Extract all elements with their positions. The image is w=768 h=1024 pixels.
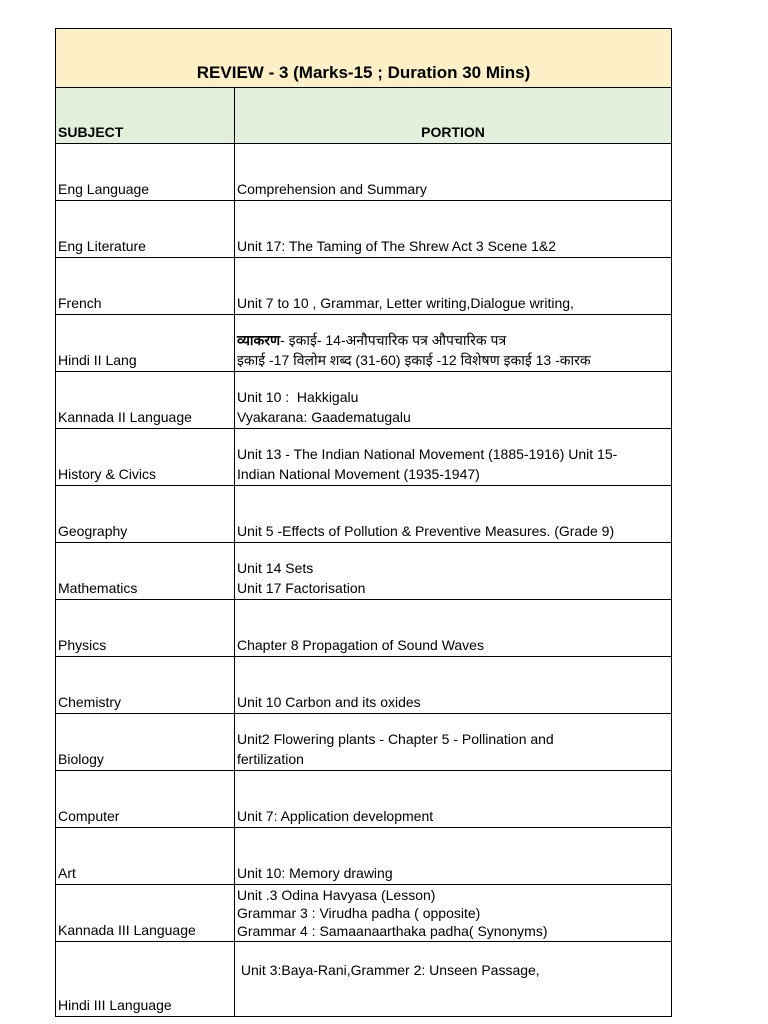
table-row [56, 828, 672, 885]
portion-line: Indian National Movement (1935-1947) [237, 466, 480, 482]
subject-cell: Geography [56, 486, 235, 543]
review-table [55, 28, 672, 1017]
portion-cell [235, 771, 672, 828]
table-row [56, 486, 672, 543]
table-row [56, 714, 672, 771]
portion-line: Comprehension and Summary [237, 181, 427, 197]
title-row [56, 29, 672, 88]
portion-line: Unit 17 Factorisation [237, 580, 366, 596]
subject-cell: Hindi III Language [56, 942, 235, 1017]
portion-line: Grammar 4 : Samaanaarthaka padha( Synonyms) [237, 923, 548, 939]
portion-cell [235, 258, 672, 315]
table-row [56, 942, 672, 1017]
subject-cell: Hindi II Lang [56, 315, 235, 372]
portion-line: Unit .3 Odina Havyasa (Lesson) [237, 887, 436, 903]
portion-cell [235, 714, 672, 771]
portion-line: Unit 10: Memory drawing [237, 865, 393, 881]
portion-line: Grammar 3 : Virudha padha ( opposite) [237, 905, 481, 921]
portion-line: इकाई -17 विलोम शब्द (31-60) इकाई -12 विशेषण इकाई 13 -कारक [237, 352, 591, 368]
portion-cell [235, 657, 672, 714]
portion-bold-lead: व्याकरण [237, 332, 281, 348]
subject-cell: Biology [56, 714, 235, 771]
portion-cell [235, 429, 672, 486]
portion-header: PORTION [235, 88, 672, 144]
table-row [56, 372, 672, 429]
portion-line: Unit 7: Application development [237, 808, 434, 824]
table-row [56, 543, 672, 600]
portion-line-rest: - इकाई- 14-अनौपचारिक पत्र औपचारिक पत्र [280, 332, 507, 348]
portion-cell [235, 942, 672, 1017]
portion-cell [235, 828, 672, 885]
table-row [56, 885, 672, 942]
portion-line: Vyakarana: Gaadematugalu [237, 409, 411, 425]
header-row [56, 88, 672, 144]
table-row [56, 771, 672, 828]
portion-cell [235, 543, 672, 600]
portion-line: Unit 10 Carbon and its oxides [237, 694, 421, 710]
subject-cell: French [56, 258, 235, 315]
table-title: REVIEW - 3 (Marks-15 ; Duration 30 Mins) [56, 29, 672, 88]
subject-cell: Kannada II Language [56, 372, 235, 429]
portion-line [237, 330, 669, 350]
table-row [56, 258, 672, 315]
table-row [56, 657, 672, 714]
table-row [56, 600, 672, 657]
portion-cell [235, 372, 672, 429]
subject-cell: History & Civics [56, 429, 235, 486]
table-row [56, 315, 672, 372]
subject-cell: Mathematics [56, 543, 235, 600]
table-row [56, 144, 672, 201]
portion-line: Unit 13 - The Indian National Movement (1885-1916) Unit 15- [237, 446, 618, 462]
portion-line: Unit 14 Sets [237, 560, 314, 576]
portion-cell [235, 486, 672, 543]
portion-line: Unit 10 : Hakkigalu [237, 389, 359, 405]
table-row [56, 201, 672, 258]
portion-line: Unit 5 -Effects of Pollution & Preventive Measures. (Grade 9) [237, 523, 615, 539]
portion-cell [235, 315, 672, 372]
subject-header: SUBJECT [56, 88, 235, 144]
table-row [56, 429, 672, 486]
subject-cell: Art [56, 828, 235, 885]
portion-line: Unit 17: The Taming of The Shrew Act 3 Scene 1&2 [237, 238, 557, 254]
subject-cell: Eng Language [56, 144, 235, 201]
portion-line: fertilization [237, 751, 304, 767]
portion-cell [235, 600, 672, 657]
subject-cell: Eng Literature [56, 201, 235, 258]
subject-cell: Chemistry [56, 657, 235, 714]
portion-cell [235, 201, 672, 258]
portion-line: Chapter 8 Propagation of Sound Waves [237, 637, 484, 653]
subject-cell: Computer [56, 771, 235, 828]
portion-cell [235, 144, 672, 201]
subject-cell: Physics [56, 600, 235, 657]
portion-cell [235, 885, 672, 942]
portion-line: Unit 3:Baya-Rani,Grammer 2: Unseen Passage, [237, 962, 540, 978]
portion-line: Unit 7 to 10 , Grammar, Letter writing,Dialogue writing, [237, 295, 574, 311]
subject-cell: Kannada III Language [56, 885, 235, 942]
portion-line: Unit2 Flowering plants - Chapter 5 - Pollination and [237, 731, 554, 747]
